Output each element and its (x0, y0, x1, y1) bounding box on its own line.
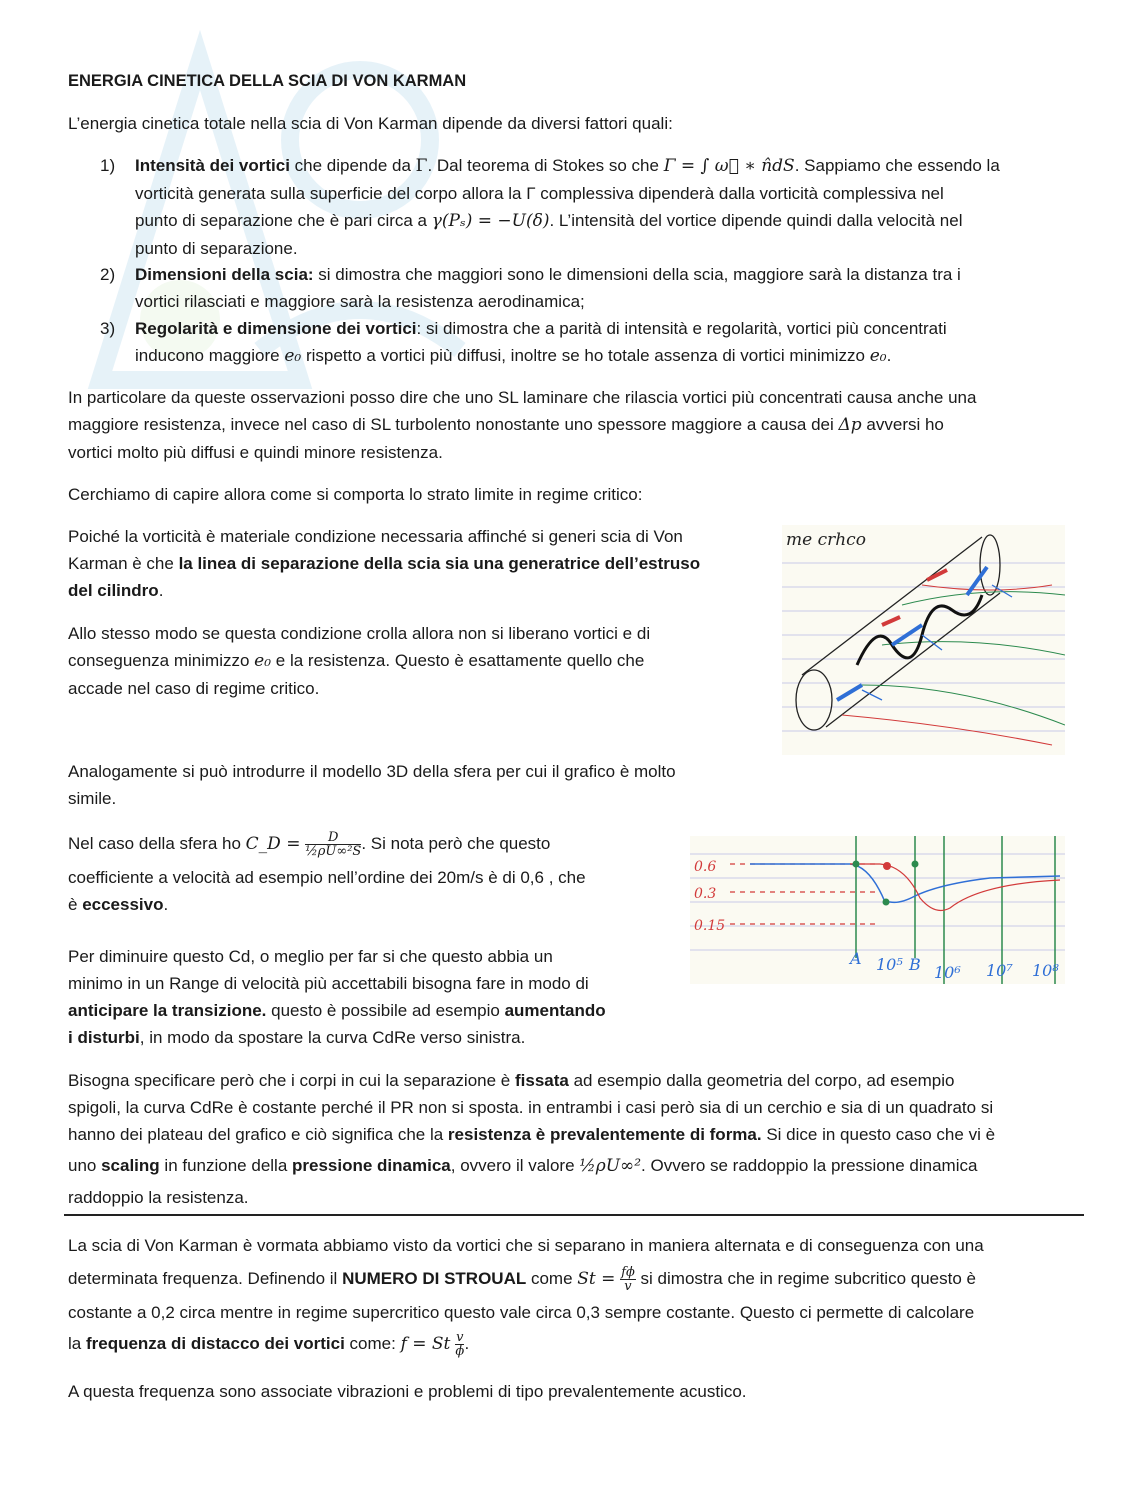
x-label: 10⁷ (986, 961, 1013, 980)
sketch-label: me crhco (786, 530, 866, 550)
paragraph-line: , in modo da spostare la curva CdRe verso sinistra. (139, 1028, 526, 1047)
paragraph-acoustic: A questa frequenza sono associate vibrazioni e problemi di tipo prevalentemente acustico. (68, 1382, 747, 1401)
list-text: rispetto a vortici più diffusi, inoltre se ho totale assenza di vortici minimizzo (301, 346, 870, 365)
list-text: inducono maggiore (135, 346, 285, 365)
bold-text: resistenza è prevalentemente di forma. (447, 1125, 762, 1144)
paragraph-line: Si dice in questo caso che vi è (761, 1125, 996, 1144)
fraction-denominator: ½ρU∞²S (305, 844, 362, 860)
paragraph-line: hanno dei plateau del grafico e ciò significa che la (68, 1125, 448, 1144)
bold-text: la linea di separazione della scia sia una generatrice dell’estruso (178, 554, 701, 573)
paragraph-line: simile. (68, 789, 117, 808)
list-heading: Dimensioni della scia: (135, 265, 314, 284)
list-text: : si dimostra che a parità di intensità e regolarità, vortici più concentrati (416, 319, 947, 338)
math-fraction (620, 1266, 636, 1293)
paragraph-line: avversi ho (861, 415, 944, 434)
math-dynamic-pressure: ½ρU∞² (579, 1156, 642, 1176)
paragraph-vorticity (68, 523, 768, 604)
paragraph-line: come (526, 1269, 578, 1288)
section-divider (64, 1214, 1084, 1216)
paragraph-critical: Cerchiamo di capire allora come si comporta lo strato limite in regime critico: (68, 485, 643, 504)
math-e0: e₀ (869, 346, 887, 366)
list-text: . Dal teorema di Stokes so che (427, 156, 664, 175)
paragraph-condition (68, 620, 768, 702)
math-st: St = (577, 1269, 616, 1289)
paragraph-transition (68, 943, 678, 1051)
paragraph-line: spigoli, la curva CdRe è costante perché il PR non si sposta. in entrambi i casi però sia di un cerchio e sia di un quadrato si (68, 1098, 994, 1117)
paragraph-strouhal (68, 1232, 1083, 1362)
paragraph-line: Bisogna specificare però che i corpi in cui la separazione è (68, 1071, 515, 1090)
paragraph-line: minimo in un Range di velocità più accettabili bisogna fare in modo di (68, 974, 589, 993)
paragraph-line: Per diminuire questo Cd, o meglio per far si che questo abbia un (68, 947, 553, 966)
fraction-numerator: v (456, 1330, 464, 1346)
paragraph-fixed-separation (68, 1067, 1083, 1211)
list-number: 2) (100, 265, 116, 284)
x-label: B (909, 955, 921, 974)
bold-text: frequenza di distacco dei vortici (85, 1334, 345, 1353)
cylinder-wake-sketch (782, 525, 1065, 755)
paragraph-line: In particolare da queste osservazioni posso dire che uno SL laminare che rilascia vortici più concentrati causa anche una (68, 388, 977, 407)
paragraph-line: costante a 0,2 circa mentre in regime supercritico questo vale circa 0,3 sempre costante. Questo ci permette di calcolare (68, 1303, 975, 1322)
math-delta-p: Δp (838, 415, 862, 435)
paragraph-line: Poiché la vorticità è materiale condizione necessaria affinché si generi scia di Von (68, 527, 683, 546)
paragraph-line: Karman è che (68, 554, 179, 573)
paragraph-line: determinata frequenza. Definendo il (68, 1269, 343, 1288)
math-gamma-ps: γ(Pₛ) = −U(δ) (431, 211, 550, 231)
paragraph-line: . Si nota però che questo (361, 834, 551, 853)
bold-text: eccessivo (82, 895, 164, 914)
x-label: 10⁵ (876, 955, 903, 974)
paragraph-line: conseguenza minimizzo (68, 651, 255, 670)
paragraph-line: è (68, 895, 83, 914)
math-cd: C_D = (245, 834, 301, 854)
paragraph-line: uno (68, 1156, 102, 1175)
intro-paragraph: L’energia cinetica totale nella scia di Von Karman dipende da diversi fattori quali: (68, 114, 673, 133)
paragraph-line: e la resistenza. Questo è esattamente quello che (271, 651, 645, 670)
paragraph-line: . (163, 895, 169, 914)
paragraph-line: Allo stesso modo se questa condizione crolla allora non si liberano vortici e di (68, 624, 651, 643)
list-text: punto di separazione. (135, 239, 298, 258)
paragraph-line: ad esempio dalla geometria del corpo, ad esempio (568, 1071, 955, 1090)
bold-text: del cilindro (68, 581, 159, 600)
y-label: 0.3 (694, 886, 717, 902)
paragraph-line: Nel caso della sfera ho (68, 834, 246, 853)
cd-re-graph (690, 836, 1065, 984)
fraction-numerator: D (305, 831, 361, 845)
math-e0: e₀ (284, 346, 302, 366)
paragraph-line: questo è possibile ad esempio (266, 1001, 505, 1020)
list-text: . (886, 346, 892, 365)
math-gamma: Γ (415, 156, 428, 176)
list-text: si dimostra che maggiori sono le dimensioni della scia, maggiore sarà la distanza tra i (313, 265, 961, 284)
fraction-numerator: fϕ (621, 1265, 635, 1281)
math-frequency: f = St (400, 1334, 451, 1354)
x-label: 10⁶ (934, 963, 961, 982)
math-e0: e₀ (254, 651, 272, 671)
list-text: . L’intensità del vortice dipende quindi dalla velocità nel (549, 211, 963, 230)
paragraph-sphere (68, 758, 768, 812)
list-heading: Intensità dei vortici (135, 156, 290, 175)
paragraph-cd (68, 824, 668, 918)
paragraph-line: si dimostra che in regime subcritico questo è (635, 1269, 976, 1288)
fraction-denominator: ϕ (455, 1344, 465, 1360)
list-number: 1) (100, 156, 116, 175)
paragraph-line: raddoppio la resistenza. (68, 1188, 249, 1207)
list-text: che dipende da (289, 156, 416, 175)
paragraph-line: , ovvero il valore (450, 1156, 580, 1175)
paragraph-line: . Ovvero se raddoppio la pressione dinamica (641, 1156, 978, 1175)
paragraph-line: Analogamente si può introdurre il modello 3D della sfera per cui il grafico è molto (68, 762, 676, 781)
bold-text: pressione dinamica (292, 1156, 451, 1175)
x-label: A (850, 949, 862, 968)
paragraph-line: accade nel caso di regime critico. (68, 679, 320, 698)
bold-text: aumentando (504, 1001, 606, 1020)
paragraph-line: come: (344, 1334, 401, 1353)
list-text: . Sappiamo che essendo la (794, 156, 1000, 175)
paragraph-sl (68, 384, 1083, 466)
paragraph-line: coefficiente a velocità ad esempio nell’ordine dei 20m/s è di 0,6 , che (68, 868, 586, 887)
y-label: 0.6 (694, 859, 717, 875)
math-fraction (305, 831, 361, 858)
paragraph-line: . (158, 581, 164, 600)
bold-text: i disturbi (68, 1028, 140, 1047)
list-heading: Regolarità e dimensione dei vortici (135, 319, 417, 338)
paragraph-line: maggiore resistenza, invece nel caso di SL turbolento nonostante uno spessore maggiore a causa dei (68, 415, 839, 434)
list-text: vorticità generata sulla superficie del corpo allora la Γ complessiva dipenderà dalla vorticità complessiva nel (135, 184, 944, 203)
fraction-denominator: v (624, 1279, 632, 1295)
bold-text: fissata (514, 1071, 569, 1090)
list-number: 3) (100, 319, 116, 338)
math-stokes: Γ = ∫ ω⃗ ∗ n̂dS (663, 156, 795, 176)
list-text: punto di separazione che è pari circa a (135, 211, 432, 230)
x-label: 10⁸ (1032, 961, 1059, 980)
paragraph-line: . (464, 1334, 470, 1353)
paragraph-line: La scia di Von Karman è vormata abbiamo visto da vortici che si separano in maniera alternata e di conseguenza con una (68, 1236, 984, 1255)
y-label: 0.15 (694, 918, 726, 934)
bold-text: anticipare la transizione. (68, 1001, 267, 1020)
paragraph-line: in funzione della (159, 1156, 293, 1175)
page-title: ENERGIA CINETICA DELLA SCIA DI VON KARMAN (68, 72, 467, 90)
paragraph-line: vortici molto più diffusi e quindi minore resistenza. (68, 443, 443, 462)
bold-text: NUMERO DI STROUAL (342, 1269, 527, 1288)
list-text: vortici rilasciati e maggiore sarà la resistenza aerodinamica; (135, 292, 585, 311)
bold-text: scaling (101, 1156, 160, 1175)
paragraph-line: la (68, 1334, 86, 1353)
